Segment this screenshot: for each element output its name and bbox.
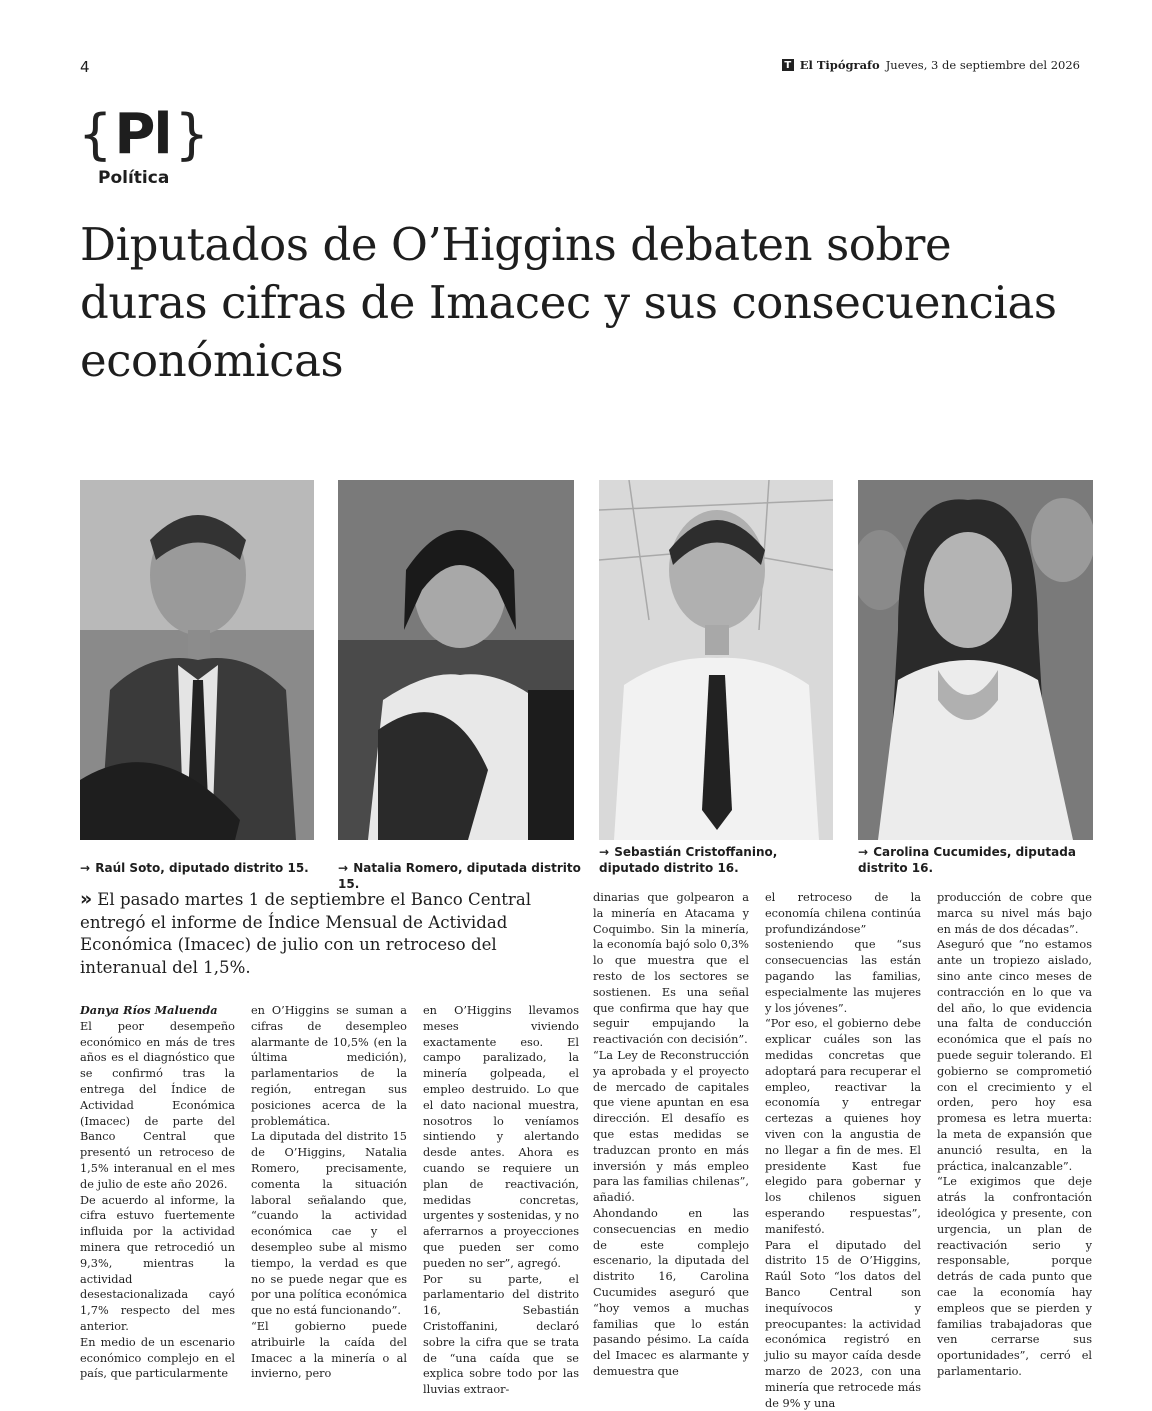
photo-sebastian-cristoffanino xyxy=(599,480,833,840)
body-paragraph: en O’Higgins se suman a cifras de desempleo alarmante de 10,5% (en la última medición), parlamentarios de la región, entregan sus posiciones acerca de la problemática. xyxy=(251,1004,407,1128)
publication-name: El Tipógrafo xyxy=(799,58,880,72)
body-paragraph: En medio de un escenario económico complejo en el país, que particularmente xyxy=(80,1335,235,1381)
arrow-right-icon: → xyxy=(338,861,349,875)
body-paragraph: “La Ley de Reconstrucción ya aprobada y el proyecto de mercado de capitales que viene apuntan en esa dirección. El desafío es que estas medidas se traduzcan pronto en más inversión y más empleo para las familias chilenas”, añadió. xyxy=(593,1048,749,1205)
arrow-right-icon: → xyxy=(80,861,91,875)
body-paragraph: producción de cobre que marca su nivel más bajo en más de dos décadas”. xyxy=(937,891,1092,936)
body-column-3 xyxy=(423,1003,579,1398)
headline: Diputados de O’Higgins debaten sobre duras cifras de Imacec y sus consecuencias económicas xyxy=(80,218,1057,387)
photo-natalia-romero xyxy=(338,480,574,840)
caption-carolina-cucumides: → Carolina Cucumides, diputada distrito 16. xyxy=(858,845,1076,875)
close-brace: } xyxy=(174,103,207,166)
body-paragraph: Para el diputado del distrito 15 de O’Higgins, Raúl Soto “los datos del Banco Central son inequívocos y preocupantes: la actividad económica registró en julio su mayor caída desde marzo de 2023, con una minería que retrocede más de 9% y una xyxy=(765,1238,921,1410)
lead-text: El pasado martes 1 de septiembre el Banco Central entregó el informe de Índice Mensual de Actividad Económica (Imacec) de julio con un retroceso del interanual del 1,5%. xyxy=(80,890,532,977)
body-paragraph: “Le exigimos que deje atrás la confrontación ideológica y presente, con urgencia, un plan de reactivación serio y responsable, porque detrás de cada punto que cae la economía hay empleos que se pierden y familias trabajadoras que ven cerrarse sus oportunidades”, cerró el parlamentario. xyxy=(937,1175,1092,1378)
byline: Danya Ríos Maluenda xyxy=(80,1003,218,1017)
body-paragraph: Aseguró que “no estamos ante un tropiezo aislado, sino ante cinco meses de contracción en lo que va del año, lo que evidencia una falta de conducción económica que el país no puede seguir tolerando. El gobierno se comprometió con el crecimiento y el orden, pero hoy esa promesa es letra muerta: la meta de expansión que anunció resulta, en la práctica, inalcanzable”. xyxy=(937,938,1092,1173)
body-paragraph: el retroceso de la economía chilena continúa profundizándose” sosteniendo que “sus consecuencias las están pagando las familias, especialmente las mujeres y los jóvenes”. xyxy=(765,891,921,1015)
caption-raul-soto: → Raúl Soto, diputado distrito 15. xyxy=(80,861,309,875)
masthead xyxy=(782,58,1080,72)
arrow-right-icon: → xyxy=(599,845,610,859)
body-paragraph: “Por eso, el gobierno debe explicar cuáles son las medidas concretas que adoptará para recuperar el empleo, reactivar la economía y entregar certezas a quienes hoy viven con la angustia de no llegar a fin de mes. El presidente Kast fue elegido para gobernar y los chilenos siguen esperando respuestas”, manifestó. xyxy=(765,1017,921,1236)
body-paragraph: en O’Higgins llevamos meses viviendo exactamente eso. El campo paralizado, la minería golpeada, el empleo destruido. Lo que el dato nacional muestra, nosotros lo veníamos sintiendo y alertando desde antes. Ahora es cuando se requiere un plan de reactivación, medidas concretas, urgentes y sostenidas, y no aferrarnos a proyecciones que pueden ser como pueden no ser”, agregó. xyxy=(423,1004,579,1270)
section-label: Política xyxy=(98,168,170,188)
body-column-1 xyxy=(80,1003,235,1382)
body-column-4 xyxy=(593,890,749,1380)
body-paragraph: La diputada del distrito 15 de O’Higgins, Natalia Romero, precisamente, comenta la situación laboral señalando que, “cuando la actividad económica cae y el desempleo sube al mismo tiempo, la verdad es que no se puede negar que es por una política económica que no está funcionando”. xyxy=(251,1130,407,1318)
open-brace: { xyxy=(78,103,111,166)
caption-natalia-romero: → Natalia Romero, diputada distrito 15. xyxy=(338,861,581,891)
issue-date: Jueves, 3 de septiembre del 2026 xyxy=(885,58,1080,72)
publication-logo-icon: T xyxy=(782,59,794,71)
section-mark xyxy=(78,100,207,170)
photo-raul-soto xyxy=(80,480,314,840)
body-paragraph: dinarias que golpearon a la minería en Atacama y Coquimbo. Sin la minería, la economía bajó solo 0,3% lo que muestra que el resto de los sectores se sostienen. Es una señal que confirma que hay que seguir empujando la reactivación con decisión”. xyxy=(593,891,749,1047)
body-column-5 xyxy=(765,890,921,1411)
body-paragraph: El peor desempeño económico en más de tres años es el diagnóstico que se confirmó tras la entrega del Índice de Actividad Económica (Imacec) de parte del Banco Central que presentó un retroceso de 1,5% interanual en el mes de julio de este año 2026. xyxy=(80,1019,235,1191)
section-abbr: Pl xyxy=(114,102,171,167)
caption-sebastian-cristoffanino: → Sebastián Cristoffanino, diputado distrito 16. xyxy=(599,845,778,875)
body-column-6 xyxy=(937,890,1092,1380)
body-paragraph: “El gobierno puede atribuirle la caída del Imacec a la minería o al invierno, pero xyxy=(251,1319,407,1381)
page-number: 4 xyxy=(80,58,90,76)
body-paragraph: Por su parte, el parlamentario del distrito 16, Sebastián Cristoffanini, declaró sobre la cifra que se trata de “una caída que se explica sobre todo por las lluvias extraor- xyxy=(423,1272,579,1397)
photo-carolina-cucumides xyxy=(858,480,1093,840)
body-column-2 xyxy=(251,1003,407,1382)
arrow-right-icon: → xyxy=(858,845,869,859)
quote-marker-icon: » xyxy=(80,888,93,910)
body-paragraph: Ahondando en las consecuencias en medio de este complejo escenario, la diputada del distrito 16, Carolina Cucumides aseguró que “hoy vemos a muchas familias que lo están pasando pésimo. La caída del Imacec es alarmante y demuestra que xyxy=(593,1206,749,1378)
lead-paragraph xyxy=(80,888,560,979)
body-paragraph: De acuerdo al informe, la cifra estuvo fuertemente influida por la actividad minera que retrocedió un 9,3%, mientras la actividad desestacionalizada cayó 1,7% respecto del mes anterior. xyxy=(80,1193,235,1333)
